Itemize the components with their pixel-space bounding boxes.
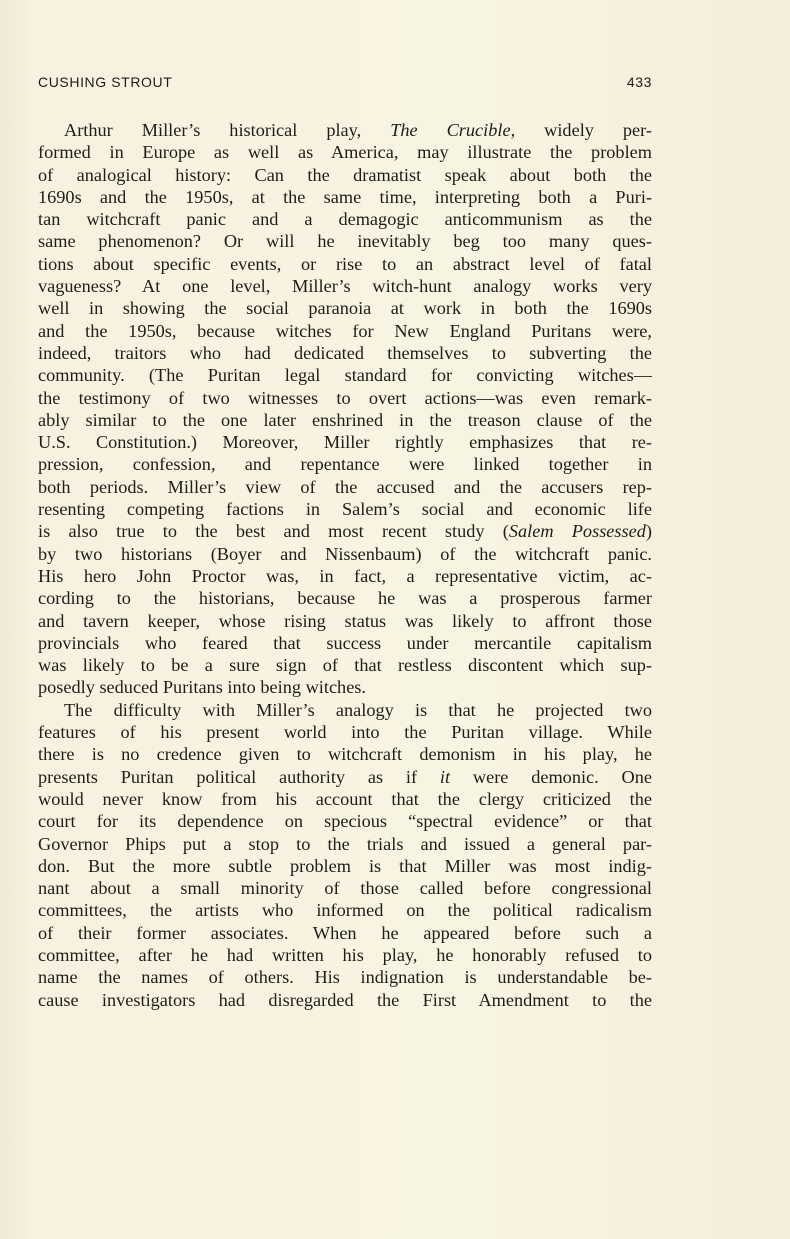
text-line (38, 253, 652, 275)
text-segment: don. But the more subtle problem is that Miller was most indig- (38, 855, 652, 876)
text-segment: is also true to the best and most recent study ( (38, 521, 509, 542)
text-line (38, 565, 652, 587)
text-segment: tan witchcraft panic and a demagogic anticommunism as the (38, 209, 652, 230)
italic-text: Salem Possessed (508, 521, 646, 542)
text-segment: court for its dependence on specious “spectral evidence” or that (38, 811, 652, 832)
text-line (38, 431, 652, 453)
text-segment: the testimony of two witnesses to overt actions—was even remark- (38, 387, 652, 408)
text-line (38, 944, 652, 966)
text-line (38, 788, 652, 810)
text-segment: committee, after he had written his play, he honorably refused to (38, 944, 652, 965)
text-segment: cause investigators had disregarded the First Amendment to the (38, 989, 652, 1010)
text-segment: cording to the historians, because he was a prosperous farmer (38, 588, 652, 609)
text-segment: posedly seduced Puritans into being witches. (38, 677, 366, 698)
text-segment: well in showing the social paranoia at work in both the 1690s (38, 298, 652, 319)
italic-text: it (439, 766, 451, 787)
text-segment: vagueness? At one level, Miller’s witch-hunt analogy works very (38, 276, 652, 297)
text-segment: His hero John Proctor was, in fact, a representative victim, ac- (38, 565, 652, 586)
text-segment: was likely to be a sure sign of that restless discontent which sup- (38, 655, 652, 676)
text-segment: community. (The Puritan legal standard for convicting witches— (38, 365, 652, 386)
text-line (38, 230, 652, 252)
text-line (38, 699, 652, 721)
text-segment: ably similar to the one later enshrined in the treason clause of the (38, 409, 652, 430)
running-head (38, 74, 652, 94)
text-segment: formed in Europe as well as America, may illustrate the problem (38, 142, 652, 163)
text-segment: resenting competing factions in Salem’s social and economic life (38, 499, 652, 520)
text-segment: Arthur Miller’s historical play, (64, 120, 391, 140)
text-line (38, 587, 652, 609)
paragraph-2 (38, 699, 652, 1011)
text-segment: nant about a small minority of those called before congressional (38, 878, 652, 899)
running-head-author: CUSHING STROUT (38, 74, 173, 90)
text-segment: were demonic. One (450, 766, 652, 787)
text-segment: tions about specific events, or rise to an abstract level of fatal (38, 253, 652, 274)
text-segment: there is no credence given to witchcraft demonism in his play, he (38, 744, 652, 765)
text-segment: indeed, traitors who had dedicated themselves to subverting the (38, 342, 652, 363)
text-segment: and the 1950s, because witches for New England Puritans were, (38, 320, 652, 341)
text-line (38, 208, 652, 230)
text-segment: The difficulty with Miller’s analogy is that he projected two (64, 699, 652, 720)
text-line (38, 342, 652, 364)
text-line (38, 721, 652, 743)
text-line (38, 409, 652, 431)
text-segment: Governor Phips put a stop to the trials and issued a general par- (38, 833, 652, 854)
text-line (38, 119, 652, 141)
text-segment: features of his present world into the Puritan village. While (38, 722, 652, 743)
text-segment: presents Puritan political authority as if (38, 766, 440, 787)
text-line (38, 877, 652, 899)
text-line (38, 766, 652, 788)
page-number: 433 (626, 74, 652, 90)
text-line (38, 632, 652, 654)
text-line (38, 364, 652, 386)
text-line (38, 833, 652, 855)
text-line (38, 498, 652, 520)
text-line (38, 453, 652, 475)
text-segment: both periods. Miller’s view of the accused and the accusers rep- (38, 476, 652, 497)
text-line (38, 654, 652, 676)
text-line (38, 164, 652, 186)
text-line (38, 922, 652, 944)
text-line (38, 966, 652, 988)
text-line (38, 989, 652, 1011)
paragraph-1 (38, 119, 652, 699)
text-line (38, 743, 652, 765)
text-segment: 1690s and the 1950s, at the same time, interpreting both a Puri- (38, 186, 652, 207)
text-line (38, 476, 652, 498)
text-segment: name the names of others. His indignation is understandable be- (38, 967, 652, 988)
text-segment: of their former associates. When he appeared before such a (38, 922, 652, 943)
text-line (38, 899, 652, 921)
text-segment: of analogical history: Can the dramatist speak about both the (38, 164, 652, 185)
text-line (38, 543, 652, 565)
italic-text: The Crucible, (390, 120, 516, 140)
text-line (38, 810, 652, 832)
text-line (38, 141, 652, 163)
text-line (38, 275, 652, 297)
text-segment: ) (645, 521, 652, 542)
text-segment: committees, the artists who informed on the political radicalism (38, 900, 652, 921)
body-text (38, 119, 652, 1011)
text-line (38, 186, 652, 208)
text-segment: provincials who feared that success under mercantile capitalism (38, 632, 652, 653)
text-line (38, 676, 652, 698)
text-line (38, 520, 652, 542)
text-segment: would never know from his account that the clergy criticized the (38, 788, 652, 809)
text-line (38, 610, 652, 632)
text-line (38, 297, 652, 319)
text-line (38, 320, 652, 342)
text-segment: pression, confession, and repentance were linked together in (38, 454, 652, 475)
text-segment: U.S. Constitution.) Moreover, Miller rightly emphasizes that re- (38, 432, 652, 453)
text-segment: widely per- (515, 120, 652, 140)
text-line (38, 387, 652, 409)
text-segment: and tavern keeper, whose rising status was likely to affront those (38, 610, 652, 631)
text-segment: same phenomenon? Or will he inevitably beg too many ques- (38, 231, 652, 252)
text-line (38, 855, 652, 877)
text-segment: by two historians (Boyer and Nissenbaum) of the witchcraft panic. (38, 543, 652, 564)
